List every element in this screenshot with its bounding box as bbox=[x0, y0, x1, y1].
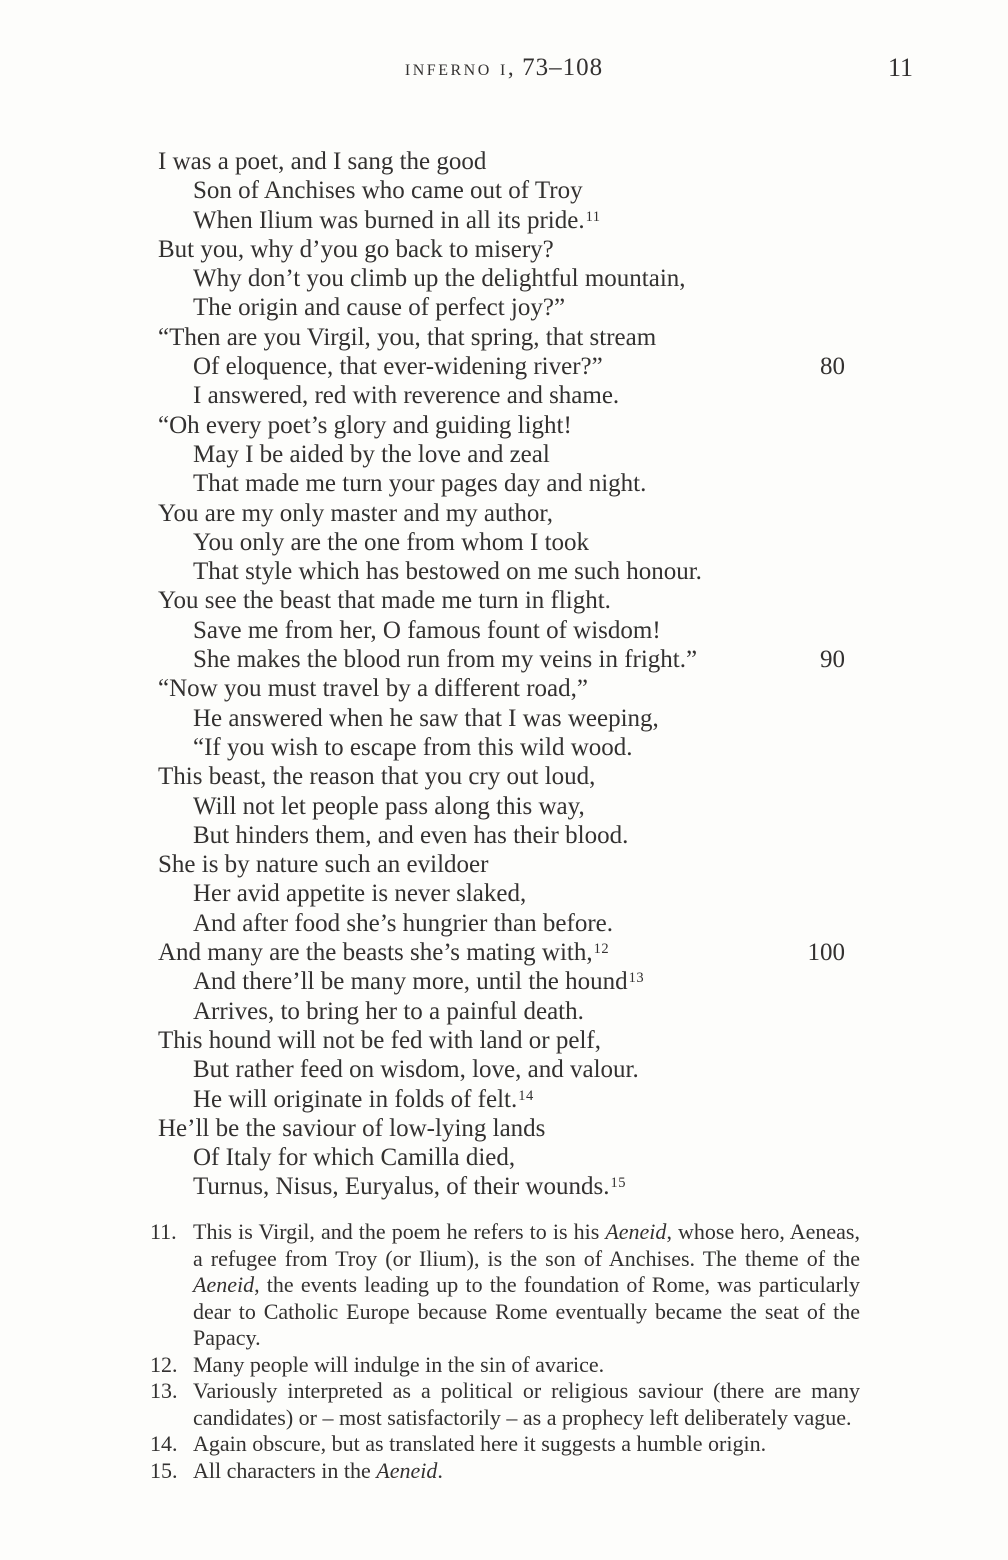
poem-line bbox=[158, 616, 845, 645]
poem-line bbox=[158, 1114, 845, 1143]
page-header bbox=[0, 54, 1008, 94]
poem-line-text: But you, why d’you go back to misery? bbox=[158, 235, 554, 263]
running-head bbox=[0, 54, 1008, 82]
poem-line bbox=[158, 1085, 845, 1114]
verse-line-number: 90 bbox=[820, 646, 845, 674]
poem-line-text: “Now you must travel by a different road,” bbox=[158, 675, 588, 703]
poem-line bbox=[158, 1143, 845, 1172]
footnote-text bbox=[193, 1352, 604, 1377]
poem-line bbox=[158, 206, 845, 235]
poem-line-text: Her avid appetite is never slaked, bbox=[193, 880, 527, 908]
poem-line-text: And there’ll be many more, until the hound bbox=[193, 968, 628, 996]
poem-line-text: Why don’t you climb up the delightful mountain, bbox=[193, 265, 686, 293]
footnote-ref: 14 bbox=[518, 1087, 534, 1104]
poem-line-text: But hinders them, and even has their blood. bbox=[193, 821, 629, 849]
poem-line bbox=[158, 499, 845, 528]
poem-line-text: “Oh every poet’s glory and guiding light! bbox=[158, 411, 572, 439]
footnote-number: 14. bbox=[150, 1431, 178, 1456]
poem-line bbox=[158, 323, 845, 352]
poem-line-text: And many are the beasts she’s mating with, bbox=[158, 939, 593, 967]
footnote bbox=[150, 1378, 860, 1431]
text-segment: . bbox=[437, 1457, 443, 1483]
poem-line-text: And after food she’s hungrier than before. bbox=[193, 909, 613, 937]
verse-line-number: 80 bbox=[820, 353, 845, 381]
poem-line-text: That style which has bestowed on me such honour. bbox=[193, 558, 702, 586]
footnote-number: 13. bbox=[150, 1378, 178, 1403]
poem-line-text: I was a poet, and I sang the good bbox=[158, 148, 487, 175]
poem-line-text: Arrives, to bring her to a painful death. bbox=[193, 997, 584, 1025]
poem-line bbox=[158, 733, 845, 762]
poem-line-text: She is by nature such an evildoer bbox=[158, 851, 489, 879]
poem-line bbox=[158, 352, 845, 381]
poem-line bbox=[158, 147, 845, 176]
poem-line-text: Of Italy for which Camilla died, bbox=[193, 1144, 516, 1172]
poem-line bbox=[158, 879, 845, 908]
footnote-number: 11. bbox=[150, 1219, 177, 1244]
poem-line bbox=[158, 586, 845, 615]
running-head-range: 73–108 bbox=[522, 54, 604, 81]
poem-line bbox=[158, 792, 845, 821]
poem-line bbox=[158, 1172, 845, 1201]
poem-line bbox=[158, 674, 845, 703]
poem-line-text: He answered when he saw that I was weeping, bbox=[193, 704, 659, 732]
footnote-ref: 15 bbox=[610, 1175, 626, 1192]
footnote-text bbox=[193, 1458, 443, 1483]
poem-line-text: Of eloquence, that ever-widening river?” bbox=[193, 353, 603, 381]
poem-line bbox=[158, 528, 845, 557]
poem-line bbox=[158, 235, 845, 264]
poem-line-text: When Ilium was burned in all its pride. bbox=[193, 206, 585, 234]
poem-line bbox=[158, 821, 845, 850]
italic-work-title: Aeneid bbox=[193, 1272, 255, 1297]
poem-line-text: “If you wish to escape from this wild wood. bbox=[193, 733, 633, 761]
poem bbox=[158, 147, 845, 1202]
footnote bbox=[150, 1458, 860, 1485]
poem-line bbox=[158, 645, 845, 674]
poem-line bbox=[158, 997, 845, 1026]
poem-line bbox=[158, 469, 845, 498]
text-segment: This is Virgil, and the poem he refers to is his bbox=[193, 1219, 606, 1244]
poem-line-text: May I be aided by the love and zeal bbox=[193, 440, 550, 468]
poem-line bbox=[158, 381, 845, 410]
poem-line-text: This hound will not be fed with land or pelf, bbox=[158, 1026, 601, 1054]
poem-line bbox=[158, 850, 845, 879]
footnote-text bbox=[193, 1431, 766, 1456]
poem-line-text: The origin and cause of perfect joy?” bbox=[193, 294, 566, 322]
running-head-title: inferno i, bbox=[404, 55, 517, 80]
poem-line-text: That made me turn your pages day and night. bbox=[193, 470, 647, 498]
footnote-ref: 11 bbox=[585, 208, 601, 225]
poem-line bbox=[158, 967, 845, 996]
text-segment: , the events leading up to the foundation of Rome, was particularly dear to Catholic Europe because Rome eventually became the seat of the Papacy. bbox=[193, 1272, 860, 1350]
poem-line-text: “Then are you Virgil, you, that spring, that stream bbox=[158, 323, 657, 351]
poem-line bbox=[158, 264, 845, 293]
footnote bbox=[150, 1431, 860, 1458]
poem-line-text: Son of Anchises who came out of Troy bbox=[193, 177, 583, 205]
poem-line-text: He’ll be the saviour of low-lying lands bbox=[158, 1114, 546, 1142]
poem-line-text: He will originate in folds of felt. bbox=[193, 1085, 518, 1113]
poem-line-text: I answered, red with reverence and shame. bbox=[193, 382, 620, 410]
poem-line bbox=[158, 440, 845, 469]
poem-line bbox=[158, 704, 845, 733]
poem-line-text: Will not let people pass along this way, bbox=[193, 792, 585, 820]
footnote bbox=[150, 1219, 860, 1352]
poem-line-text: This beast, the reason that you cry out loud, bbox=[158, 763, 596, 791]
footnotes bbox=[150, 1219, 860, 1484]
poem-line-text: You see the beast that made me turn in flight. bbox=[158, 587, 611, 615]
footnote-text bbox=[193, 1219, 860, 1350]
poem-line bbox=[158, 176, 845, 205]
poem-line-text: You only are the one from whom I took bbox=[193, 528, 590, 556]
footnote-text bbox=[193, 1378, 860, 1430]
footnote-ref: 13 bbox=[628, 970, 645, 987]
poem-line-text: You are my only master and my author, bbox=[158, 499, 554, 527]
poem-line bbox=[158, 909, 845, 938]
poem-line bbox=[158, 762, 845, 791]
poem-line-text: Turnus, Nisus, Euryalus, of their wounds. bbox=[193, 1173, 610, 1201]
text-segment: Variously interpreted as a political or religious saviour (there are many candidates) or – most satisfactorily – as a prophecy left deliberately vague. bbox=[193, 1378, 860, 1430]
text-segment: , whose hero, Aeneas, a refugee from Troy (or Ilium), is the son of Anchises. The theme of the bbox=[193, 1219, 860, 1271]
poem-line bbox=[158, 293, 845, 322]
footnote bbox=[150, 1352, 860, 1379]
page-number: 11 bbox=[887, 53, 913, 82]
footnote-ref: 12 bbox=[593, 941, 610, 958]
poem-line-text: But rather feed on wisdom, love, and valour. bbox=[193, 1056, 639, 1084]
poem-line-text: Save me from her, O famous fount of wisdom! bbox=[193, 616, 661, 644]
footnote-number: 15. bbox=[150, 1457, 178, 1483]
verse-line-number: 100 bbox=[807, 939, 845, 967]
poem-line bbox=[158, 411, 845, 440]
poem-line bbox=[158, 1026, 845, 1055]
poem-line bbox=[158, 938, 845, 967]
italic-work-title: Aeneid bbox=[376, 1457, 438, 1483]
text-segment: All characters in the bbox=[193, 1457, 377, 1483]
poem-line-text: She makes the blood run from my veins in fright.” bbox=[193, 646, 698, 674]
text-segment: Many people will indulge in the sin of avarice. bbox=[193, 1351, 605, 1377]
poem-line bbox=[158, 557, 845, 586]
footnote-number: 12. bbox=[150, 1351, 178, 1377]
poem-line bbox=[158, 1055, 845, 1084]
text-segment: Again obscure, but as translated here it suggests a humble origin. bbox=[193, 1431, 767, 1456]
italic-work-title: Aeneid bbox=[605, 1219, 667, 1244]
